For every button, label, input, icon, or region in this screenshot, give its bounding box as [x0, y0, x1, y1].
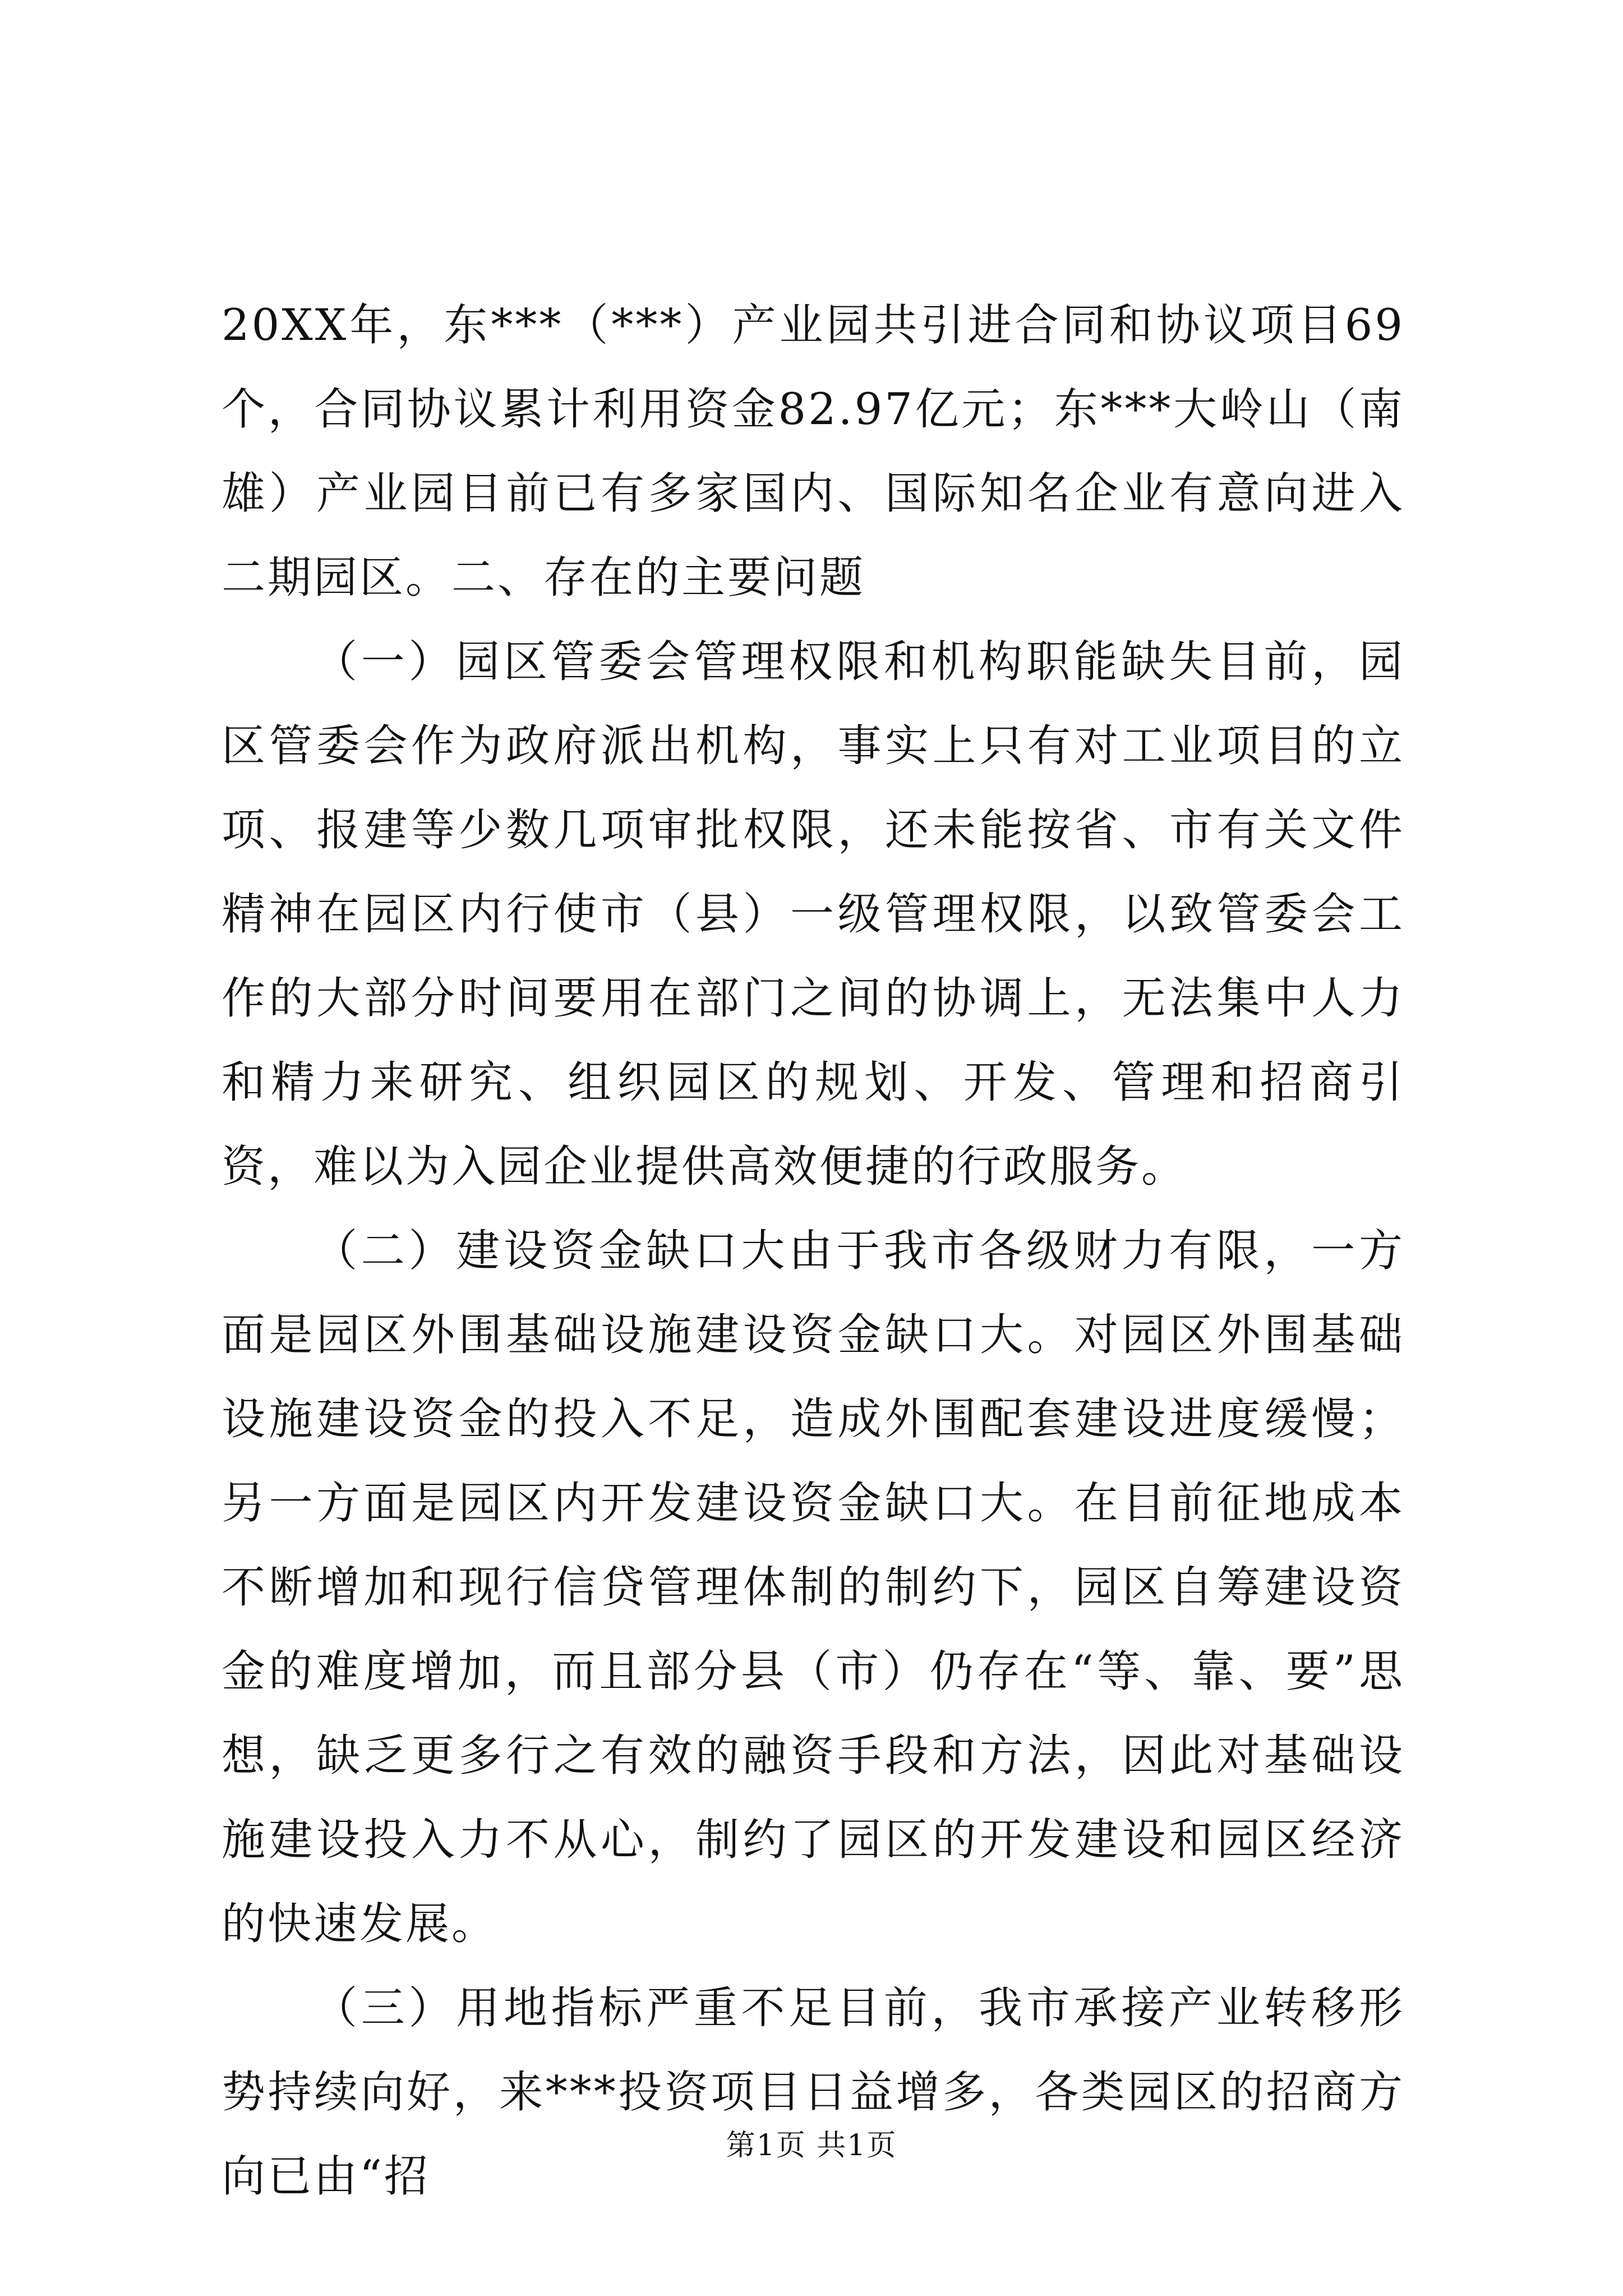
paragraph-3: （二）建设资金缺口大由于我市各级财力有限，一方面是园区外围基础设施建设资金缺口大。对园区外围基础设施建设资金的投入不足，造成外围配套建设进度缓慢；另一方面是园区内开发建设资金缺口大。在目前征地成本不断增加和现行信贷管理体制的制约下，园区自筹建设资金的难度增加，而且部分县（市）仍存在“等、靠、要”思想，缺乏更多行之有效的融资手段和方法，因此对基础设施建设投入力不从心，制约了园区的开发建设和园区经济的快速发展。	[222, 1226, 1405, 1949]
page-footer: 第1页 共1页	[726, 2129, 897, 2162]
paragraph-4: （三）用地指标严重不足目前，我市承接产业转移形势持续向好，来***投资项目日益增多，各类园区的招商方向已由“招	[222, 1983, 1405, 2202]
document-body	[222, 283, 1405, 2219]
paragraph-2: （一）园区管委会管理权限和机构职能缺失目前，园区管委会作为政府派出机构，事实上只有对工业项目的立项、报建等少数几项审批权限，还未能按省、市有关文件精神在园区内行使市（县）一级管理权限，以致管委会工作的大部分时间要用在部门之间的协调上，无法集中人力和精力来研究、组织园区的规划、开发、管理和招商引资，难以为入园企业提供高效便捷的行政服务。	[222, 637, 1405, 1192]
paragraph-1: 20XX年，东***（***）产业园共引进合同和协议项目69个，合同协议累计利用资金82.97亿元；东***大岭山（南雄）产业园目前已有多家国内、国际知名企业有意向进入二期园区。二、存在的主要问题	[222, 300, 1405, 603]
